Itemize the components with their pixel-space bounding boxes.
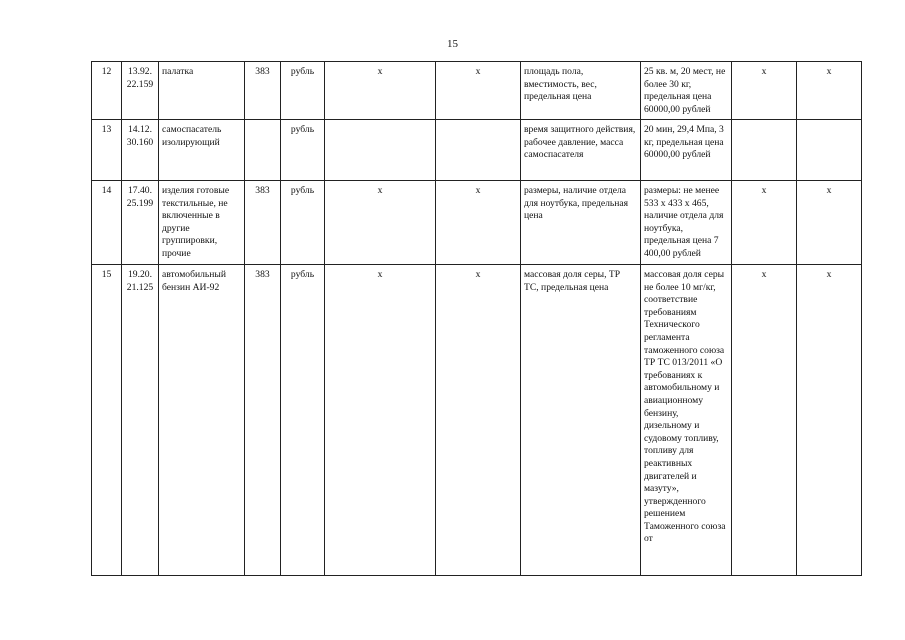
okpd-code: 19.20. 21.125 — [122, 265, 159, 576]
characteristics: площадь пола, вместимость, вес, предельная цена — [521, 62, 641, 120]
cell-x: x — [325, 265, 436, 576]
row-number: 15 — [92, 265, 122, 576]
unit-name: рубль — [281, 265, 325, 576]
characteristic-values: 25 кв. м, 20 мест, не более 30 кг, предельная цена 60000,00 рублей — [641, 62, 732, 120]
characteristics: массовая доля серы, ТР ТС, предельная цена — [521, 265, 641, 576]
table-row — [92, 120, 862, 181]
characteristics: размеры, наличие отдела для ноутбука, предельная цена — [521, 181, 641, 265]
cell-x: x — [732, 265, 797, 576]
item-name: изделия готовые текстильные, не включенные в другие группировки, прочие — [159, 181, 245, 265]
table-row — [92, 62, 862, 120]
cell-x — [732, 120, 797, 181]
cell-x: x — [732, 62, 797, 120]
cell-x: x — [436, 265, 521, 576]
cell-x: x — [436, 62, 521, 120]
specification-table — [91, 61, 862, 576]
unit-name: рубль — [281, 120, 325, 181]
characteristic-values: размеры: не менее 533 x 433 x 465, наличие отдела для ноутбука, предельная цена 7 400,00 рублей — [641, 181, 732, 265]
unit-name: рубль — [281, 62, 325, 120]
okei-code: 383 — [245, 265, 281, 576]
okei-code — [245, 120, 281, 181]
characteristic-values: массовая доля серы не более 10 мг/кг, соответствие требованиям Технического регламента таможенного союза ТР ТС 013/2011 «О требованиях к автомобильному и авиационному бензину, дизельному и судовому топливу, топливу для реактивных двигателей и мазуту», утвержденного решением Таможенного союза от — [641, 265, 732, 576]
table-row — [92, 265, 862, 576]
cell-x: x — [436, 181, 521, 265]
cell-x — [436, 120, 521, 181]
cell-x — [325, 120, 436, 181]
cell-x: x — [732, 181, 797, 265]
row-number: 12 — [92, 62, 122, 120]
item-name: автомобильный бензин АИ-92 — [159, 265, 245, 576]
characteristics: время защитного действия, рабочее давление, масса самоспасателя — [521, 120, 641, 181]
okpd-code: 13.92. 22.159 — [122, 62, 159, 120]
item-name: палатка — [159, 62, 245, 120]
okei-code: 383 — [245, 181, 281, 265]
okpd-code: 17.40. 25.199 — [122, 181, 159, 265]
row-number: 13 — [92, 120, 122, 181]
item-name: самоспасатель изолирующий — [159, 120, 245, 181]
cell-x: x — [797, 265, 862, 576]
cell-x: x — [325, 181, 436, 265]
row-number: 14 — [92, 181, 122, 265]
okei-code: 383 — [245, 62, 281, 120]
okpd-code: 14.12. 30.160 — [122, 120, 159, 181]
characteristic-values: 20 мин, 29,4 Мпа, 3 кг, предельная цена 60000,00 рублей — [641, 120, 732, 181]
cell-x — [797, 120, 862, 181]
cell-x: x — [797, 181, 862, 265]
cell-x: x — [797, 62, 862, 120]
page-number: 15 — [447, 38, 458, 50]
unit-name: рубль — [281, 181, 325, 265]
table-row — [92, 181, 862, 265]
cell-x: x — [325, 62, 436, 120]
